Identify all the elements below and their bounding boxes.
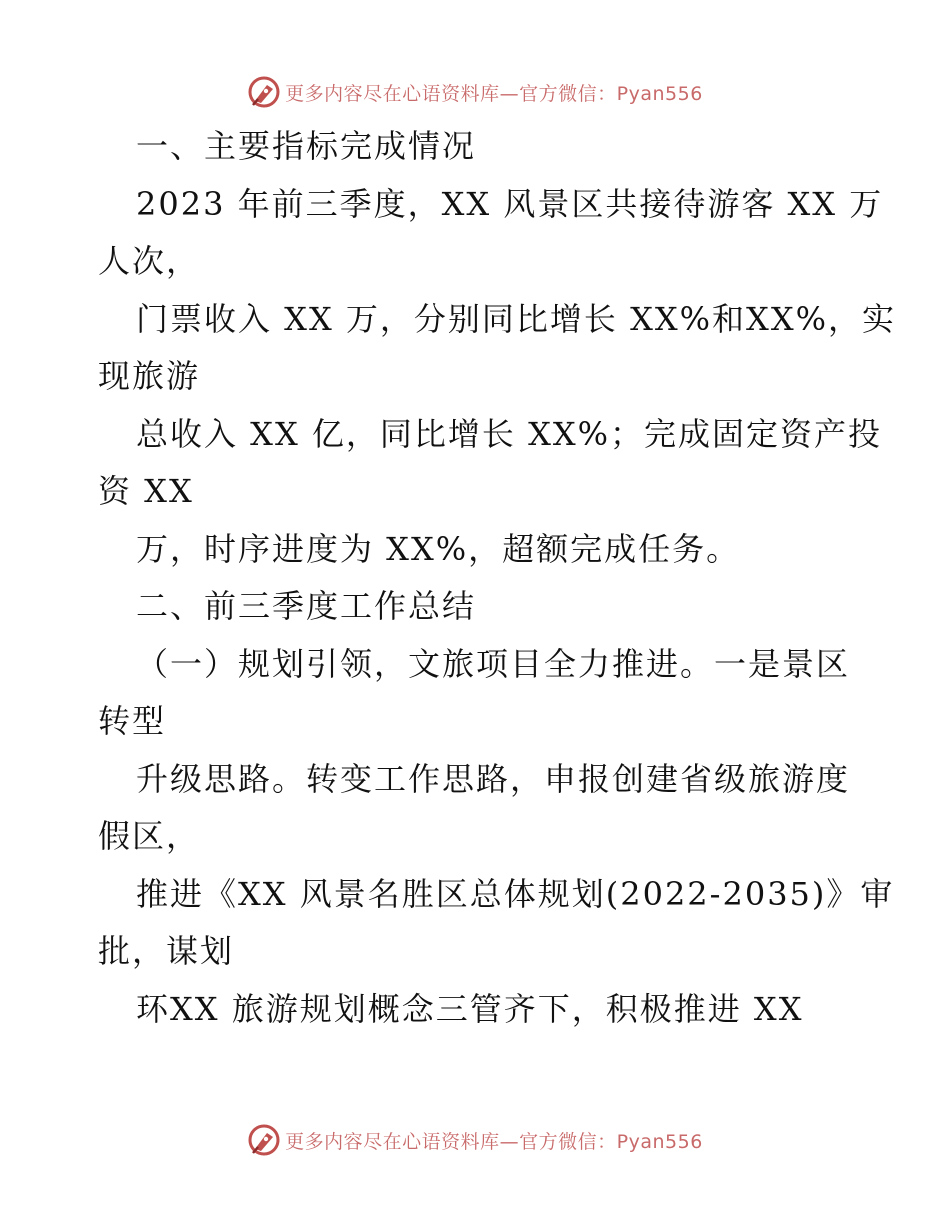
watermark-text: 更多内容尽在心语资料库—官方微信：Pyan556 [285,1130,703,1153]
paragraph-line: 资 XX [98,472,194,510]
paragraph-line: 现旅游 [98,357,201,395]
paragraph-line: 人次， [98,242,201,280]
paragraph-line: 环XX 旅游规划概念三管齐下，积极推进 XX [136,989,804,1028]
pen-nib-logo-icon [247,75,281,109]
document-body [98,118,897,1038]
paragraph-line: 升级思路。转变工作思路，申报创建省级旅游度 [136,759,851,798]
paragraph-line: 批，谋划 [98,932,235,970]
section-heading: 一、主要指标完成情况 [136,127,477,165]
paragraph-line: 万，时序进度为 XX%，超额完成任务。 [136,529,741,568]
pen-nib-logo-icon [247,1123,281,1157]
paragraph-line: 转型 [98,702,167,740]
paragraph-line: 推进《XX 风景名胜区总体规划(2022-2035)》审 [136,874,895,913]
paragraph-line: 总收入 XX 亿，同比增长 XX%；完成固定资产投 [136,414,883,453]
footer-watermark [0,1120,950,1160]
paragraph-line: 2023 年前三季度，XX 风景区共接待游客 XX 万 [136,184,884,223]
watermark-text: 更多内容尽在心语资料库—官方微信：Pyan556 [285,82,703,105]
header-watermark [0,72,950,112]
paragraph-line: （一）规划引领，文旅项目全力推进。一是景区 [136,644,851,683]
paragraph-line: 假区， [98,817,201,855]
paragraph-line: 门票收入 XX 万，分别同比增长 XX%和XX%，实 [136,299,897,338]
section-heading: 二、前三季度工作总结 [136,587,477,625]
